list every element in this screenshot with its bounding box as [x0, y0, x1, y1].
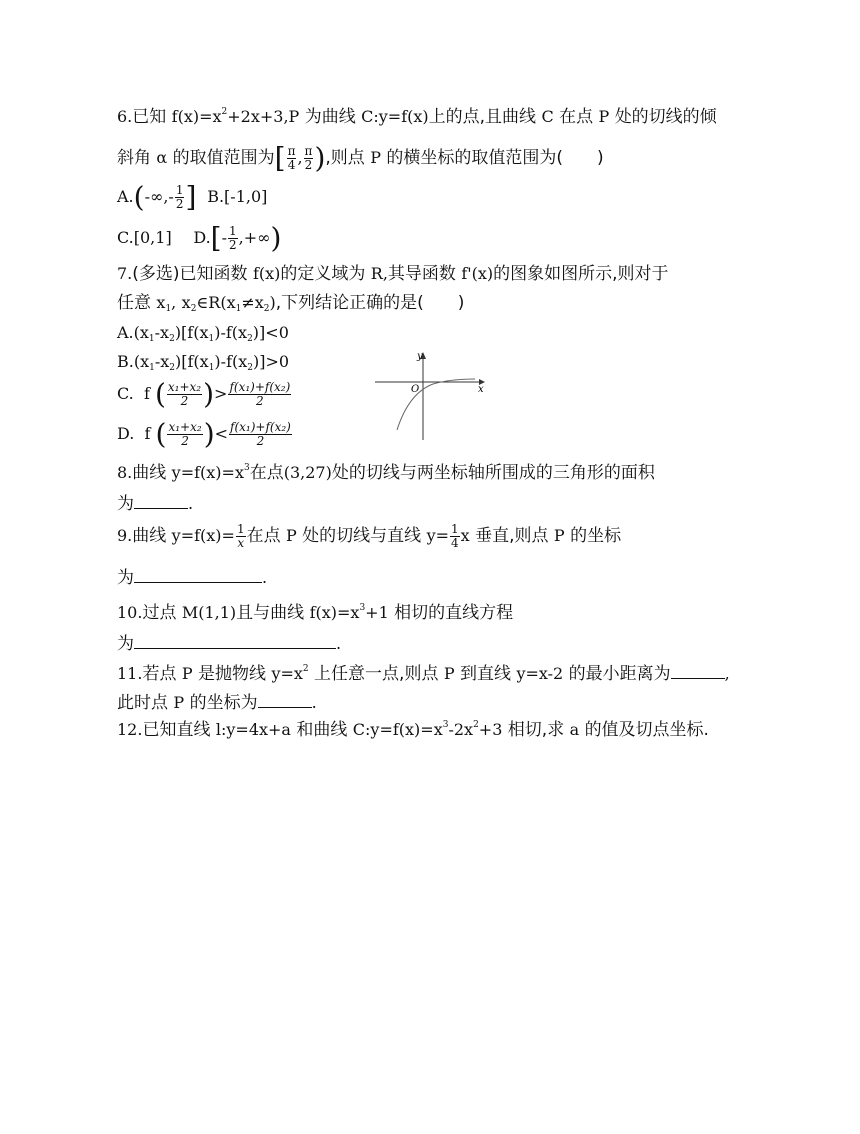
q8-line-1: 8.曲线 $y=f(x)=x^3$在点(3,27)处的切线与两坐标轴所围成的三角形的面积: [117, 463, 655, 483]
derivative-graph: [375, 350, 490, 442]
q6-option-c: C.[0,1]: [117, 228, 172, 247]
q11-distance-blank[interactable]: [671, 660, 725, 679]
q8-number: 8.: [117, 463, 133, 482]
q9-line-2: 为 .: [117, 564, 267, 590]
q7-option-b: $B.(x_1-x_2)[f(x_1)-f(x_2)]>0$: [117, 352, 290, 373]
q6-options-ab: A.(-∞,- $\frac{1}{2}$ ] B.[-1,0]: [117, 180, 268, 214]
q9-answer-blank[interactable]: [134, 564, 262, 583]
q11-line-2: 此时点 P 的坐标为 .: [117, 689, 317, 715]
q11-coordinate-blank[interactable]: [258, 689, 312, 708]
q9-number: 9.: [117, 526, 133, 545]
q7-line-2: 任意 $x_1$, $x_2\in R(x_1\ne x_2)$,下列结论正确的是( ): [117, 293, 465, 314]
q8-answer-blank[interactable]: [134, 490, 188, 509]
graph-curve: [397, 379, 475, 430]
q6-number: 6.: [117, 107, 133, 126]
q7-line-1: 7.(多选)已知函数 f(x)的定义域为 R,其导函数 f'(x)的图象如图所示,则对于: [117, 264, 669, 284]
q6-option-b: B.[-1,0]: [207, 187, 268, 206]
q10-line-1: 10.过点 M(1,1)且与曲线 $f(x)=x^3+1$ 相切的直线方程: [117, 603, 514, 623]
q12-number: 12.: [117, 720, 143, 739]
q11-number: 11.: [117, 664, 143, 683]
q10-number: 10.: [117, 603, 143, 622]
q7-number: 7.: [117, 264, 133, 283]
q7-option-a: $A.(x_1-x_2)[f(x_1)-f(x_2)]<0$: [117, 323, 289, 344]
pi-over-2: $\frac{\pi}{2}$: [304, 144, 313, 172]
graph-y-label: y: [417, 351, 423, 362]
q6-line-1: 6.已知 $f(x)=x^2+2x+3,P$ 为曲线 C:y=f(x)上的点,且曲线 C 在点 P 处的切线的倾: [117, 107, 717, 127]
q6-line-2: 斜角 α 的取值范围为[ $\frac{\pi}{4}$ , $\frac{\pi}{2}$ ),则点 P 的横坐标的取值范围为( ): [117, 141, 604, 175]
q10-line-2: 为 .: [117, 630, 341, 656]
q10-answer-blank[interactable]: [134, 630, 336, 649]
q6-option-d: D.: [193, 228, 211, 247]
pi-over-4: $\frac{\pi}{4}$: [287, 144, 296, 172]
q12-line-1: 12.已知直线 l:y=4x+a 和曲线 $C:y=f(x)=x^3-2x^2+3$ 相切,求 a 的值及切点坐标.: [117, 720, 709, 740]
q8-line-2: 为 .: [117, 490, 193, 516]
q9-line-1: 9.曲线 y=f(x)= $\frac{1}{x}$ 在点 P 处的切线与直线 y= $\frac{1}{4}$ x 垂直,则点 P 的坐标: [117, 522, 622, 550]
q6-options-cd: C.[0,1] D.[- $\frac{1}{2}$ ,+∞): [117, 221, 282, 255]
q7-option-d: D. f ( $\frac{\text{x₁+x₂}}{2}$ )< $\frac{\text{f(x₁)+f(x₂)}}{2}$: [117, 417, 291, 451]
q11-line-1: 11.若点 P 是抛物线 $y=x^2$ 上任意一点,则点 P 到直线 y=x-2 的最小距离为 ,: [117, 660, 730, 686]
graph-x-label: x: [478, 384, 484, 395]
q7-option-c: C. f ( $\frac{\text{x₁+x₂}}{2}$ )> $\frac{\text{f(x₁)+f(x₂)}}{2}$: [117, 377, 291, 411]
q6-option-a: A.: [117, 187, 134, 206]
graph-origin-label: O: [411, 384, 420, 395]
